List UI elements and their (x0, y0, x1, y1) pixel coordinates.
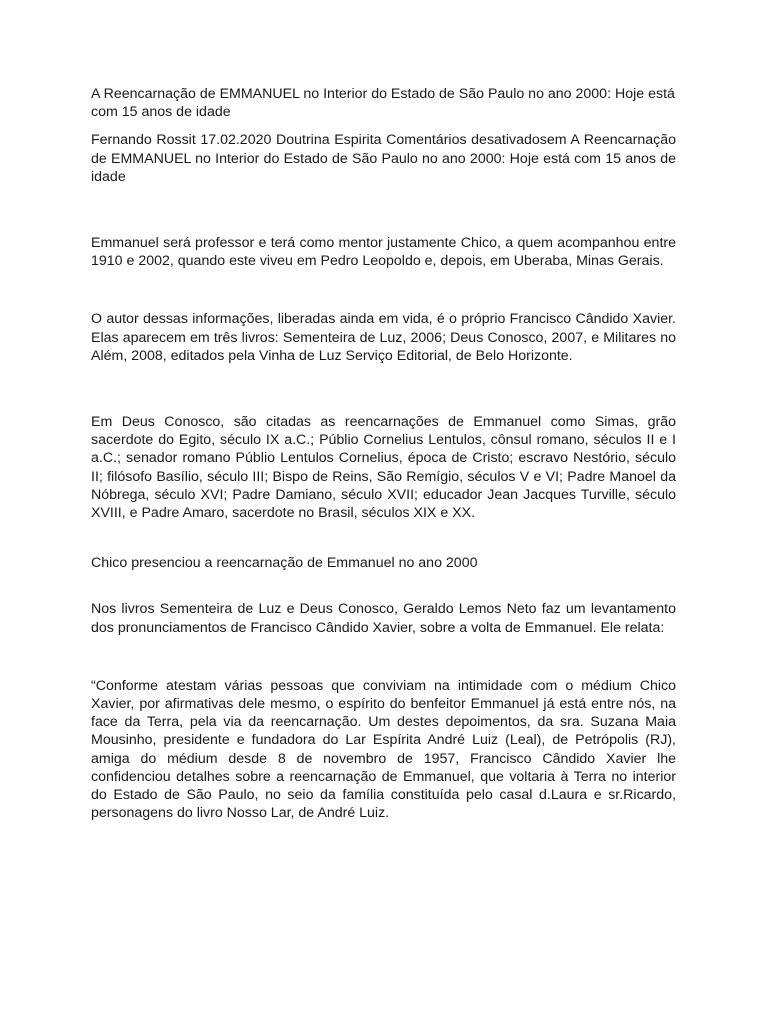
document-title: A Reencarnação de EMMANUEL no Interior do Estado de São Paulo no ano 2000: Hoje está com 15 anos de idade (91, 86, 675, 121)
paragraph: O autor dessas informações, liberadas ainda em vida, é o próprio Francisco Cândido Xavier. Elas aparecem em três livros: Sementeira de Luz, 2006; Deus Conosco, 2007, e Militares no Além, 2008, editados pela Vinha de Luz Serviço Editorial, de Belo Horizonte. (91, 311, 676, 364)
paragraph: Nos livros Sementeira de Luz e Deus Conosco, Geraldo Lemos Neto faz um levantamento dos pronunciamentos de Francisco Cândido Xavier, sobre a volta de Emmanuel. Ele relata: (91, 601, 676, 636)
document-body (91, 85, 676, 822)
paragraph: Emmanuel será professor e terá como mentor justamente Chico, a quem acompanhou entre 1910 e 2002, quando este viveu em Pedro Leopoldo e, depois, em Uberaba, Minas Gerais. (91, 235, 676, 270)
paragraph: Em Deus Conosco, são citadas as reencarnações de Emmanuel como Simas, grão sacerdote do Egito, século IX a.C.; Públio Cornelius Lentulos, cônsul romano, séculos II e I a.C.; senador romano Públio Lentulos Cornelius, época de Cristo; escravo Nestório, século II; filósofo Basílio, século III; Bispo de Reins, São Remígio, séculos V e VI; Padre Manoel da Nóbrega, século XVI; Padre Damiano, século XVII; educador Jean Jacques Turville, século XVIII, e Padre Amaro, sacerdote no Brasil, séculos XIX e XX. (91, 414, 676, 522)
quote-paragraph: “Conforme atestam várias pessoas que conviviam na intimidade com o médium Chico Xavier, por afirmativas dele mesmo, o espírito do benfeitor Emmanuel já está entre nós, na face da Terra, pela via da reencarnação. Um destes depoimentos, da sra. Suzana Maia Mousinho, presidente e fundadora do Lar Espírita André Luiz (Leal), de Petrópolis (RJ), amiga do médium desde 8 de novembro de 1957, Francisco Cândido Xavier lhe confidenciou detalhes sobre a reencarnação de Emmanuel, que voltaria à Terra no interior do Estado de São Paulo, no seio da família constituída pelo casal d.Laura e sr.Ricardo, personagens do livro Nosso Lar, de André Luiz. (91, 677, 676, 822)
post-meta: Fernando Rossit 17.02.2020 Doutrina Espirita Comentários desativadosem A Reencarnação de EMMANUEL no Interior do Estado de São Paulo no ano 2000: Hoje está com 15 anos de idade (91, 132, 676, 185)
section-heading: Chico presenciou a reencarnação de Emmanuel no ano 2000 (91, 555, 478, 572)
